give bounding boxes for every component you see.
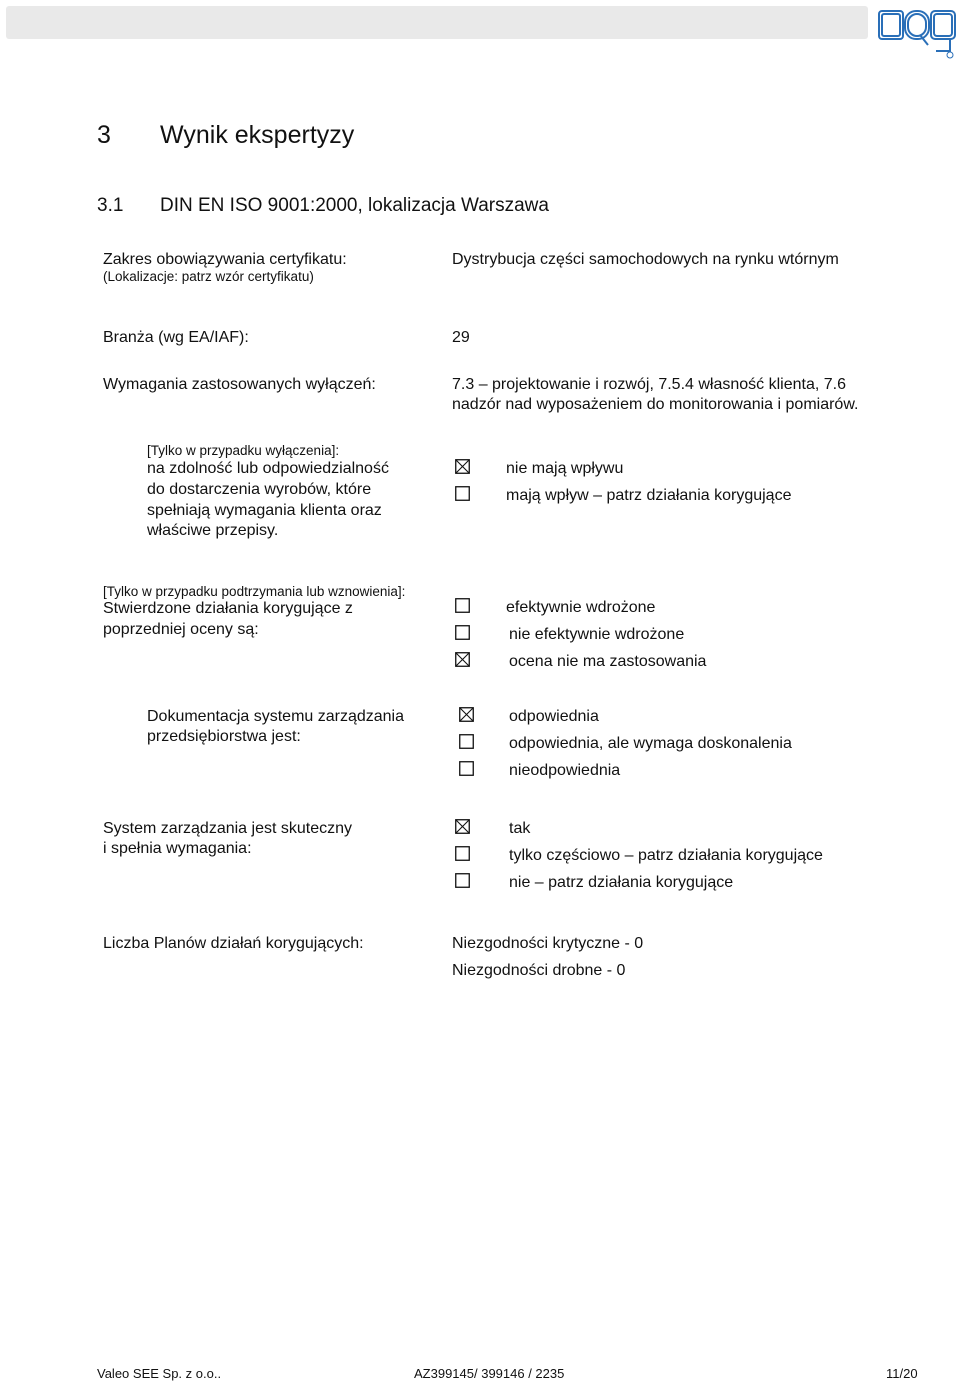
- option-label: odpowiednia, ale wymaga doskonalenia: [509, 735, 792, 752]
- checkbox-not-effective[interactable]: [455, 625, 470, 640]
- industry-value: 29: [452, 329, 470, 346]
- scope-value: Dystrybucja części samochodowych na rynku wtórnym: [452, 251, 839, 268]
- option-label: nie mają wpływu: [506, 460, 624, 477]
- subsection-title: DIN EN ISO 9001:2000, lokalizacja Warszawa: [160, 195, 549, 216]
- checkbox-yes[interactable]: [455, 819, 470, 834]
- industry-label: Branża (wg EA/IAF):: [103, 329, 249, 346]
- plans-label: Liczba Planów działań korygujących:: [103, 935, 364, 952]
- option-label: efektywnie wdrożone: [506, 599, 656, 616]
- exclusions-value-line1: 7.3 – projektowanie i rozwój, 7.5.4 własność klienta, 7.6: [452, 376, 846, 393]
- checkbox-not-applicable[interactable]: [455, 652, 470, 667]
- effectiveness-text-line: System zarządzania jest skuteczny: [103, 820, 352, 837]
- checkbox-partially[interactable]: [455, 846, 470, 861]
- scope-label: Zakres obowiązywania certyfikatu:: [103, 251, 347, 268]
- option-label: mają wpływ – patrz działania korygujące: [506, 487, 792, 504]
- plans-critical: Niezgodności krytyczne - 0: [452, 935, 644, 952]
- exclusion-note: [Tylko w przypadku wyłączenia]:: [147, 443, 340, 458]
- option-label: nie efektywnie wdrożone: [509, 626, 685, 643]
- documentation-text-line: Dokumentacja systemu zarządzania: [147, 708, 405, 725]
- checkbox-has-impact[interactable]: [455, 486, 470, 501]
- checkbox-no[interactable]: [455, 873, 470, 888]
- header-bar: [6, 6, 868, 39]
- option-label: ocena nie ma zastosowania: [509, 653, 707, 670]
- section-number: 3: [97, 121, 111, 149]
- checkbox-adequate[interactable]: [459, 707, 474, 722]
- option-label: odpowiednia: [509, 708, 599, 725]
- effectiveness-text-line: i spełnia wymagania:: [103, 840, 252, 857]
- checkbox-effective[interactable]: [455, 598, 470, 613]
- section-title: Wynik ekspertyzy: [160, 121, 355, 149]
- option-label: nieodpowiednia: [509, 762, 621, 779]
- exclusion-text-line: właściwe przepisy.: [147, 522, 279, 539]
- exclusions-value-line2: nadzór nad wyposażeniem do monitorowania i pomiarów.: [452, 396, 859, 413]
- scope-sublabel: (Lokalizacje: patrz wzór certyfikatu): [103, 269, 314, 284]
- option-label: nie – patrz działania korygujące: [509, 874, 734, 891]
- checkbox-inadequate[interactable]: [459, 761, 474, 776]
- documentation-text-line: przedsiębiorstwa jest:: [147, 728, 301, 745]
- exclusions-label: Wymagania zastosowanych wyłączeń:: [103, 376, 376, 393]
- checkbox-needs-improvement[interactable]: [459, 734, 474, 749]
- exclusion-text-line: spełniają wymagania klienta oraz: [147, 502, 382, 519]
- footer-company: Valeo SEE Sp. z o.o..: [97, 1366, 222, 1381]
- option-label: tylko częściowo – patrz działania korygujące: [509, 847, 823, 864]
- plans-minor: Niezgodności drobne - 0: [452, 962, 626, 979]
- exclusion-text-line: do dostarczenia wyrobów, które: [147, 481, 372, 498]
- footer-doc-ref: AZ399145/ 399146 / 2235: [414, 1366, 565, 1381]
- subsection-number: 3.1: [97, 195, 124, 216]
- corrective-note: [Tylko w przypadku podtrzymania lub wznowienia]:: [103, 584, 406, 599]
- checkbox-no-impact[interactable]: [455, 459, 470, 474]
- corrective-text-line: poprzedniej oceny są:: [103, 621, 259, 638]
- option-label: tak: [509, 820, 531, 837]
- footer-page-number: 11/20: [886, 1366, 918, 1381]
- dqs-logo: [876, 5, 958, 61]
- exclusion-text-line: na zdolność lub odpowiedzialność: [147, 460, 389, 477]
- corrective-text-line: Stwierdzone działania korygujące z: [103, 600, 353, 617]
